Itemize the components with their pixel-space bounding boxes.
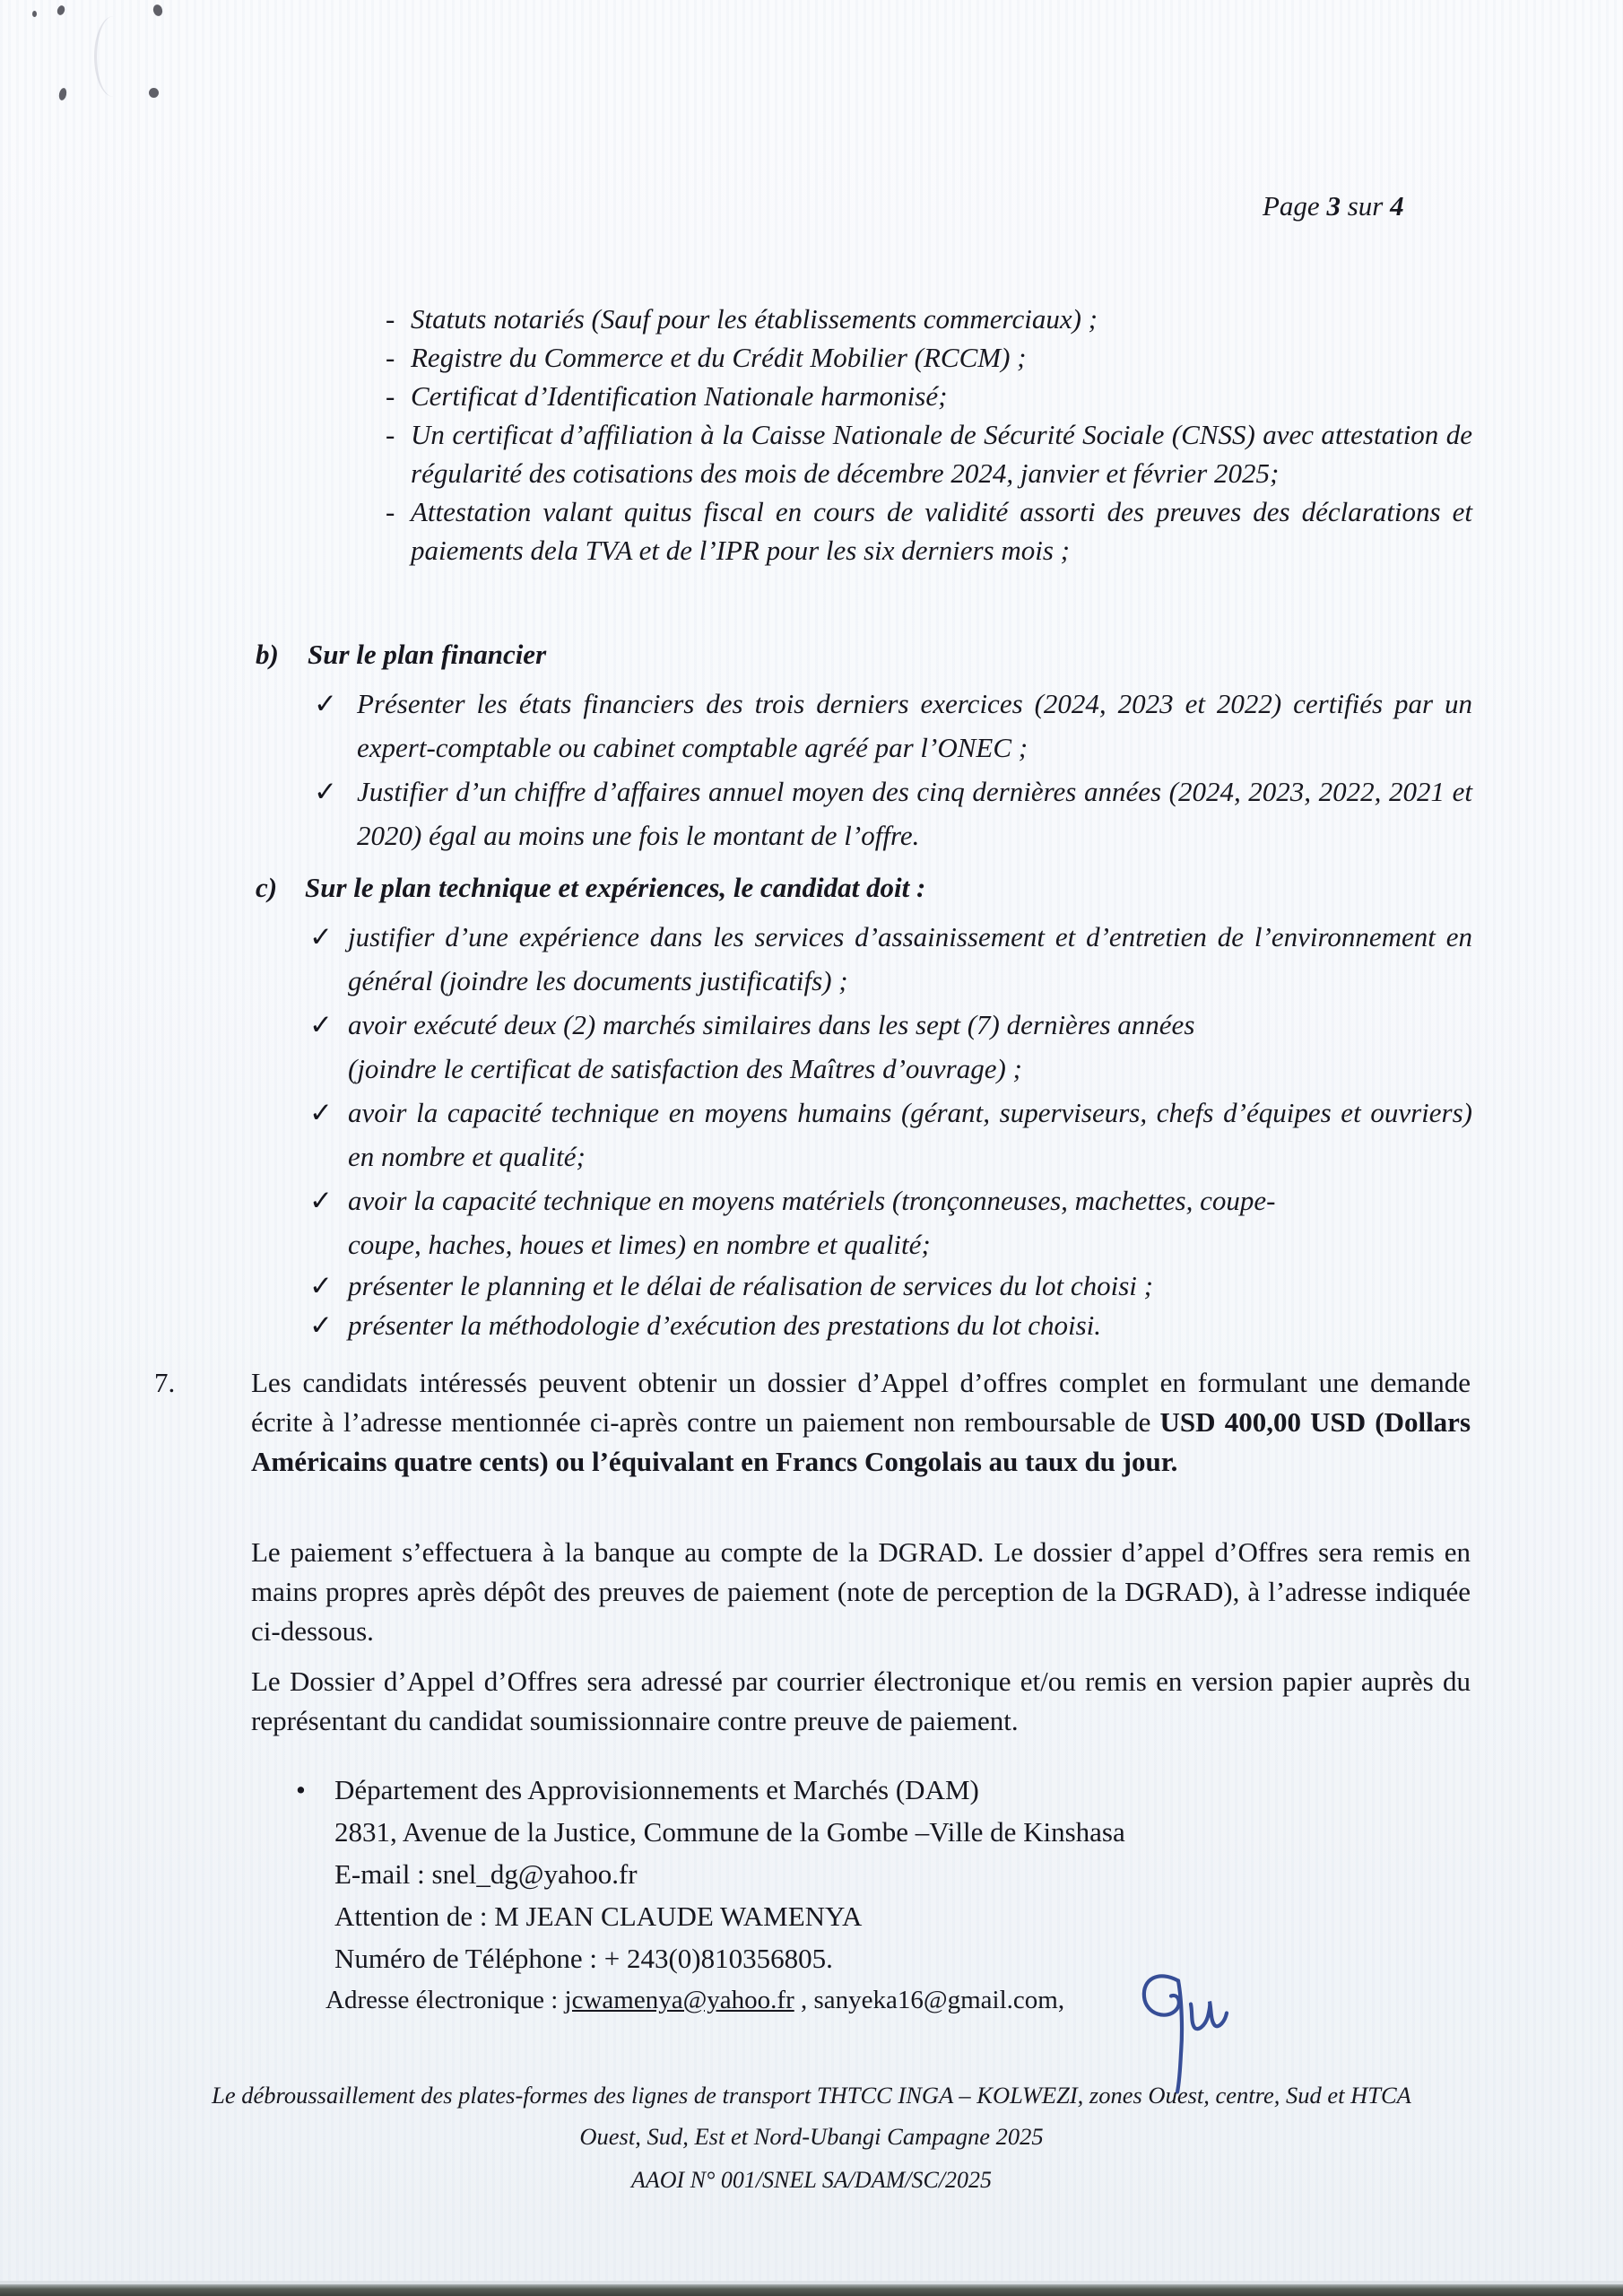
list-item [386,492,1472,570]
scan-speck [58,87,68,100]
checklist-item-text [348,1178,1472,1266]
section-heading-text: Sur le plan financier [308,639,547,670]
dash-marker: - [386,380,395,412]
section-heading-text: Sur le plan technique et expériences, le candidat doit : [305,872,926,903]
dash-marker: - [386,342,395,373]
checklist-item-text [348,1003,1472,1091]
checklist-item [309,1003,1472,1091]
checklist-item [309,915,1472,1003]
section-b-heading [256,632,1472,677]
section-letter: b) [256,639,279,670]
list-item-text: Certificat d’Identification Nationale harmonisé; [411,380,948,412]
footer-line1: Le débroussaillement des plates-formes des lignes de transport THTCC INGA – KOLWEZI, zones Ouest, centre, Sud et HTCA [212,2082,1411,2109]
list-item-text: Attestation valant quitus fiscal en cours de validité assorti des preuves des déclarations et paiements dela TVA et de l’IPR pour les six derniers mois ; [411,496,1472,566]
checklist-item-text: présenter la méthodologie d’exécution des prestations du lot choisi. [348,1309,1102,1341]
contact-electronic-email: jcwamenya@yahoo.fr [564,1986,794,2014]
section-c-heading [256,865,1472,910]
checklist-item [309,1091,1472,1178]
list-item [386,338,1472,377]
check-icon: ✓ [314,688,337,719]
checklist-item-line: coupe, haches, houes et limes) en nombre et qualité; [348,1229,931,1260]
check-icon: ✓ [309,1097,333,1128]
list-item [386,300,1472,338]
check-icon: ✓ [309,1009,333,1040]
dash-marker: - [386,303,395,335]
contact-electronic-rest: , sanyeka16@gmail.com, [794,1986,1065,2014]
checklist-item-text: justifier d’une expérience dans les services d’assainissement et d’entretien de l’environnement en général (joindre les documents justificatifs) ; [348,921,1472,996]
contact-electronic-label: Adresse électronique : [325,1986,565,2014]
dash-marker: - [386,419,395,450]
delivery-paragraph: Le Dossier d’Appel d’Offres sera adressé par courrier électronique et/ou remis en version papier auprès du représentant du candidat soumissionnaire contre preuve de paiement. [251,1665,1471,1736]
checklist-item [309,1306,1472,1345]
footer-line2: Ouest, Sud, Est et Nord-Ubangi Campagne 2025 [579,2123,1044,2150]
section-letter: c) [256,872,278,903]
page-number [1263,190,1404,222]
bullet-marker: • [296,1774,306,1805]
list-item-text: Registre du Commerce et du Crédit Mobilier (RCCM) ; [411,342,1027,373]
contact-department-text: Département des Approvisionnements et Marchés (DAM) [334,1774,979,1805]
section-technique [256,865,1472,1345]
checklist-item [314,770,1472,857]
section-financier [256,632,1472,857]
numbered-paragraph-7 [154,1363,1471,1482]
check-icon: ✓ [309,1270,333,1301]
contact-address: 2831, Avenue de la Justice, Commune de la Gombe –Ville de Kinshasa [334,1816,1125,1848]
page-number-current: 3 [1326,190,1348,222]
footer-project-title [148,2074,1475,2157]
checklist-item-line: avoir la capacité technique en moyens matériels (tronçonneuses, machettes, coupe- [348,1185,1276,1216]
paragraph-text-regular: Les candidats intéressés peuvent obtenir un dossier d’Appel d’offres complet en formulant une demande écrite à l’adresse mentionnée ci-après contre un paiement non remboursable de [251,1367,1471,1438]
page-number-word: Page [1263,190,1327,222]
contact-email: E-mail : snel_dg@yahoo.fr [334,1858,638,1890]
check-icon: ✓ [314,776,337,807]
checklist-item-line: avoir exécuté deux (2) marchés similaires dans les sept (7) dernières années [348,1009,1195,1040]
checklist-item [309,1178,1472,1266]
contact-attention: Attention de : M JEAN CLAUDE WAMENYA [334,1900,863,1932]
payment-paragraph: Le paiement s’effectuera à la banque au compte de la DGRAD. Le dossier d’appel d’Offres sera remis en mains propres après dépôt des preuves de paiement (note de perception de la DGRAD), à l’adresse indiquée ci-dessous. [251,1536,1471,1647]
page-number-word: sur [1347,190,1391,222]
scan-speck [56,4,65,16]
list-item-text: Statuts notariés (Sauf pour les établissements commerciaux) ; [411,303,1098,335]
contact-phone: Numéro de Téléphone : + 243(0)810356805. [334,1943,833,1974]
paragraph-text [251,1363,1471,1482]
scan-speck [32,11,37,17]
checklist-item [309,1266,1472,1306]
contact-electronic-address [325,1979,1480,2022]
check-icon: ✓ [309,1309,333,1341]
contact-department [296,1769,1480,1811]
paragraph-number: 7. [154,1367,176,1398]
scan-speck [149,88,159,98]
check-icon: ✓ [309,1185,333,1216]
dash-marker: - [386,496,395,527]
footer-reference: AAOI N° 001/SNEL SA/DAM/SC/2025 [630,2167,993,2193]
checklist-item-text: Justifier d’un chiffre d’affaires annuel moyen des cinq dernières années (2024, 2023, 2022, 2021 et 2020) égal au moins une fois le montant de l’offre. [357,776,1472,851]
checklist-item-text: avoir la capacité technique en moyens humains (gérant, superviseurs, chefs d’équipes et ouvriers) en nombre et qualité; [348,1097,1472,1172]
list-item-text: Un certificat d’affiliation à la Caisse Nationale de Sécurité Sociale (CNSS) avec attestation de régularité des cotisations des mois de décembre 2024, janvier et février 2025; [411,419,1472,489]
contact-block [296,1769,1480,2022]
scan-smudge [94,16,133,97]
scan-speck [152,4,163,17]
checklist-item-text: présenter le planning et le délai de réalisation de services du lot choisi ; [348,1270,1153,1301]
admin-requirements-list [386,300,1472,570]
checklist-item-text: Présenter les états financiers des trois derniers exercices (2024, 2023 et 2022) certifiés par un expert-comptable ou cabinet comptable agréé par l’ONEC ; [357,688,1472,763]
paragraph-text-bold: USD 400,00 USD (Dollars Américains quatre cents) ou l’équivalant en Francs Congolais au taux du jour. [251,1406,1471,1477]
page-number-total: 4 [1390,190,1404,222]
checklist-item [314,682,1472,770]
list-item [386,415,1472,492]
checklist-item-line: (joindre le certificat de satisfaction des Maîtres d’ouvrage) ; [348,1053,1022,1084]
list-item [386,377,1472,415]
scan-edge [0,2284,1623,2296]
check-icon: ✓ [309,921,333,952]
